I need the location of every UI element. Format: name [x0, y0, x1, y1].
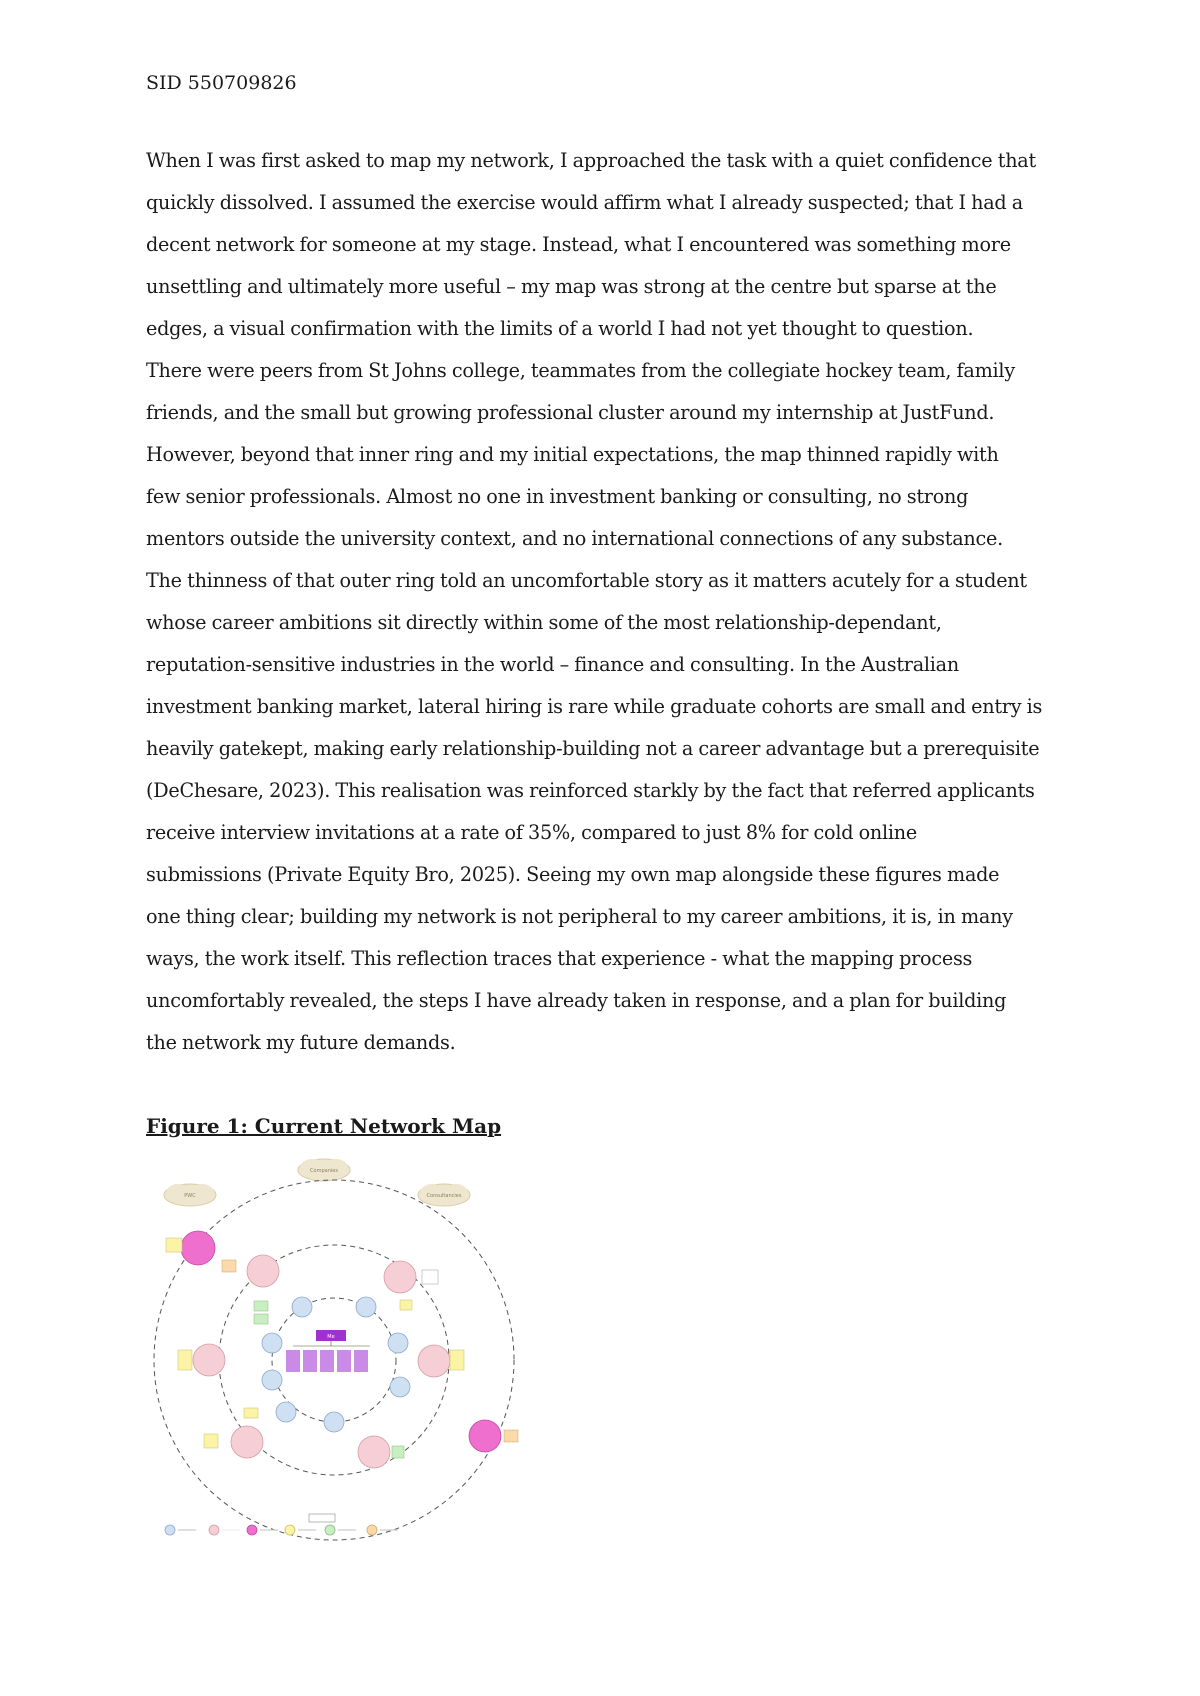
body-line: mentors outside the university context, and no international connections of any substance.	[146, 527, 1003, 550]
body-line: ways, the work itself. This reflection traces that experience - what the mapping process	[146, 947, 973, 970]
body-line: quickly dissolved. I assumed the exercise would affirm what I already suspected; that I had a	[146, 191, 1023, 214]
body-line: uncomfortably revealed, the steps I have already taken in response, and a plan for building	[146, 989, 1007, 1012]
network-map-diagram	[138, 1150, 538, 1560]
cloud-label: Companies	[310, 1168, 338, 1174]
body-line: receive interview invitations at a rate of 35%, compared to just 8% for cold online	[146, 821, 918, 844]
body-line: However, beyond that inner ring and my initial expectations, the map thinned rapidly with	[146, 443, 999, 466]
body-line: heavily gatekept, making early relationship-building not a career advantage but a prerequisite	[146, 737, 1040, 760]
body-line: (DeChesare, 2023). This realisation was reinforced starkly by the fact that referred applicants	[146, 779, 1035, 802]
cloud-label: PWC	[184, 1193, 196, 1199]
network-map-figure	[138, 1150, 538, 1560]
body-line: friends, and the small but growing professional cluster around my internship at JustFund.	[146, 401, 995, 424]
body-line: the network my future demands.	[146, 1031, 456, 1054]
cloud-shape	[298, 1159, 350, 1181]
cloud-label: Consultancies	[426, 1193, 462, 1199]
body-line: investment banking market, lateral hiring is rare while graduate cohorts are small and entry is	[146, 695, 1043, 718]
figure-caption: Figure 1: Current Network Map	[146, 1114, 502, 1138]
body-line: There were peers from St Johns college, teammates from the collegiate hockey team, family	[146, 359, 1015, 382]
body-line: submissions (Private Equity Bro, 2025). Seeing my own map alongside these figures made	[146, 863, 1000, 886]
cloud-shape	[164, 1184, 216, 1206]
body-line: whose career ambitions sit directly within some of the most relationship-dependant,	[146, 611, 942, 634]
body-line: reputation-sensitive industries in the world – finance and consulting. In the Australian	[146, 653, 959, 676]
body-line: The thinness of that outer ring told an uncomfortable story as it matters acutely for a student	[146, 569, 1027, 592]
cloud-shape	[418, 1184, 470, 1206]
center-node	[286, 1330, 370, 1372]
body-paragraph	[146, 146, 1076, 1070]
body-line: one thing clear; building my network is not peripheral to my career ambitions, it is, in many	[146, 905, 1013, 928]
legend-box	[309, 1514, 335, 1522]
center-label: Me	[327, 1334, 335, 1340]
student-id: SID 550709826	[146, 72, 297, 94]
body-line: decent network for someone at my stage. Instead, what I encountered was something more	[146, 233, 1011, 256]
legend	[165, 1525, 398, 1535]
body-line: few senior professionals. Almost no one in investment banking or consulting, no strong	[146, 485, 969, 508]
body-line: When I was first asked to map my network, I approached the task with a quiet confidence that	[146, 149, 1036, 172]
body-line: unsettling and ultimately more useful – my map was strong at the centre but sparse at the	[146, 275, 997, 298]
body-line: edges, a visual confirmation with the limits of a world I had not yet thought to question.	[146, 317, 974, 340]
